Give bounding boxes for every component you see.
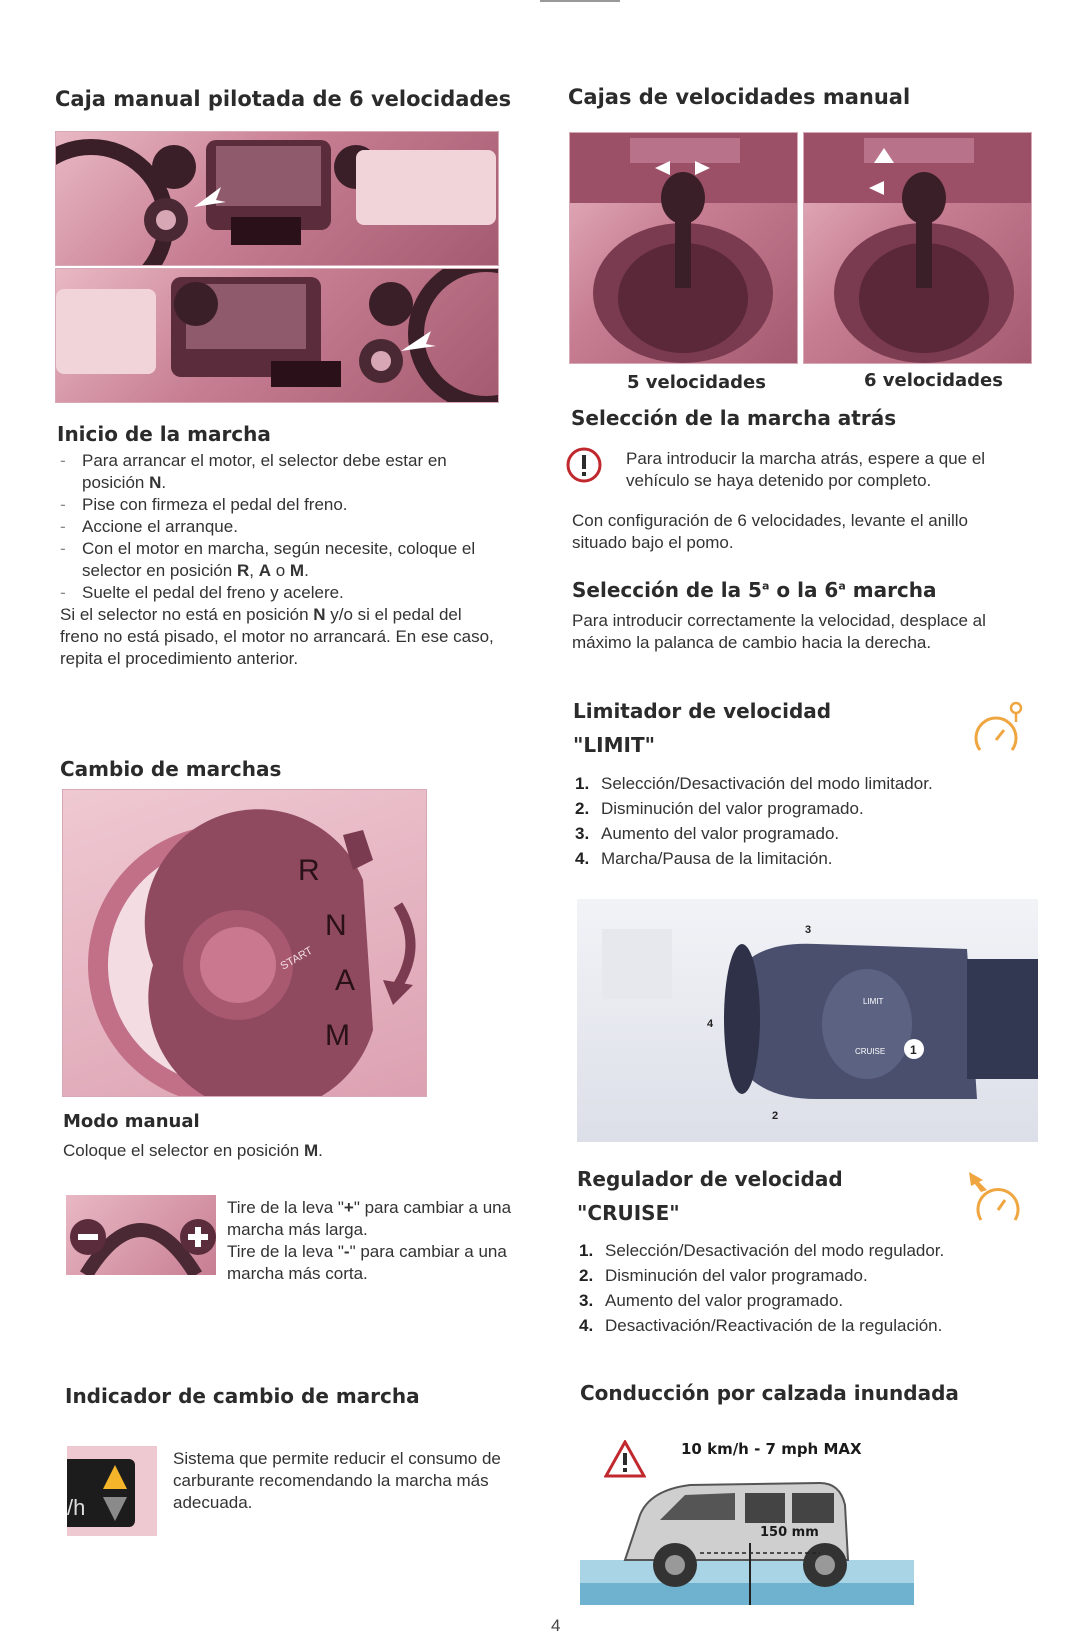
limiter-subtitle: "LIMIT" [573, 733, 656, 757]
callout-4: 4 [707, 1018, 714, 1030]
right-title: Cajas de velocidades manual [568, 85, 911, 109]
start-title: Inicio de la marcha [57, 422, 271, 446]
change-title: Cambio de marchas [60, 757, 282, 781]
limiter-item-3: 3. Aumento del valor programado. [575, 824, 840, 843]
cruise-subtitle: "CRUISE" [577, 1201, 680, 1225]
start-bullet-5: - Suelte el pedal del freno y acelere. [60, 582, 500, 604]
warning-icon [566, 447, 602, 488]
cruise-list [579, 1240, 1029, 1337]
arrow-up-icon [103, 1465, 127, 1489]
cruise-control-icon [967, 1170, 1023, 1231]
cruise-item-4: 4. Desactivación/Reactivación de la regulación. [579, 1316, 943, 1335]
caption-5-speed: 5 velocidades [627, 372, 766, 393]
callout-3: 3 [805, 924, 812, 936]
limiter-item-1: 1. Selección/Desactivación del modo limitador. [575, 774, 933, 793]
start-paragraph: Si el selector no está en posición N y/o si el pedal del freno no está pisado, el motor no arrancará. En ese caso, repita el procedimiento anterior. [60, 605, 494, 668]
stalk-label-cruise: CRUISE [855, 1047, 886, 1056]
indicator-unit: /h [67, 1495, 86, 1520]
speed-limiter-icon [972, 700, 1024, 765]
page-number: 4 [551, 1616, 561, 1635]
cruise-item-1: 1. Selección/Desactivación del modo regulador. [579, 1241, 945, 1260]
cruise-item-2: 2. Disminución del valor programado. [579, 1266, 868, 1285]
flood-depth-label: 150 mm [760, 1525, 819, 1540]
paddle-minus-text: Tire de la leva "-" para cambiar a una marcha más corta. [227, 1242, 507, 1283]
paddle-text [227, 1197, 537, 1285]
limiter-list [575, 773, 1015, 870]
stalk-label-limit: LIMIT [863, 997, 884, 1006]
paddle-plus-text: Tire de la leva "+" para cambiar a una marcha más larga. [227, 1198, 512, 1239]
start-bullet-2: - Pise con firmeza el pedal del freno. [60, 494, 500, 516]
minus-icon [78, 1234, 98, 1240]
paddle-photo [66, 1195, 216, 1275]
gear-indicator-image [67, 1446, 157, 1536]
indicator-text: Sistema que permite reducir el consumo de carburante recomendando la marcha más adecuada. [173, 1449, 501, 1512]
start-bullet-1: - Para arrancar el motor, el selector debe estar en posición N. [60, 450, 500, 494]
flood-speed-limit: 10 km/h - 7 mph MAX [681, 1440, 862, 1458]
start-list [60, 450, 500, 670]
gear-selector-photo [62, 789, 427, 1097]
gearbox-5-photo [569, 132, 798, 364]
callout-2: 2 [772, 1110, 779, 1122]
start-bullet-3: - Accione el arranque. [60, 516, 500, 538]
top-rule [540, 0, 620, 2]
manual-mode-text: Coloque el selector en posición M. [63, 1141, 323, 1160]
flood-car-image [580, 1465, 914, 1605]
start-bullet-4: - Con el motor en marcha, según necesite, coloque el selector en posición R, A o M. [60, 538, 500, 582]
caption-6-speed: 6 velocidades [864, 370, 1003, 391]
cruise-item-3: 3. Aumento del valor programado. [579, 1291, 844, 1310]
limiter-item-2: 2. Disminución del valor programado. [575, 799, 864, 818]
selector-letter-m: M [325, 1019, 350, 1052]
limiter-item-4: 4. Marcha/Pausa de la limitación. [575, 849, 833, 868]
manual-mode-title: Modo manual [63, 1111, 200, 1132]
dashboard-photo-rhd [55, 268, 499, 403]
reverse-text: Con configuración de 6 velocidades, levante el anillo situado bajo el pomo. [572, 511, 968, 552]
fifth-sixth-title: Selección de la 5$^a$ o la 6$^a$ marcha [572, 578, 937, 602]
reverse-title: Selección de la marcha atrás [571, 406, 897, 430]
selector-letter-r: R [298, 854, 320, 887]
gearbox-6-photo [803, 132, 1032, 364]
selector-letter-n: N [325, 909, 347, 942]
reverse-warning: Para introducir la marcha atrás, espere a que el vehículo se haya detenido por completo. [626, 449, 986, 490]
limiter-title: Limitador de velocidad [573, 699, 832, 723]
cruise-title: Regulador de velocidad [577, 1167, 843, 1191]
arrow-down-icon [103, 1497, 127, 1521]
indicator-title: Indicador de cambio de marcha [65, 1384, 420, 1408]
selector-letter-a: A [335, 964, 356, 997]
fifth-sixth-text: Para introducir correctamente la velocidad, desplace al máximo la palanca de cambio hacia la derecha. [572, 611, 986, 652]
start-label: START [278, 944, 315, 973]
left-title: Caja manual pilotada de 6 velocidades [55, 87, 512, 111]
flood-title: Conducción por calzada inundada [580, 1381, 959, 1405]
dashboard-photo-lhd [55, 131, 499, 266]
callout-1: 1 [910, 1043, 917, 1057]
stalk-photo [577, 899, 1038, 1142]
